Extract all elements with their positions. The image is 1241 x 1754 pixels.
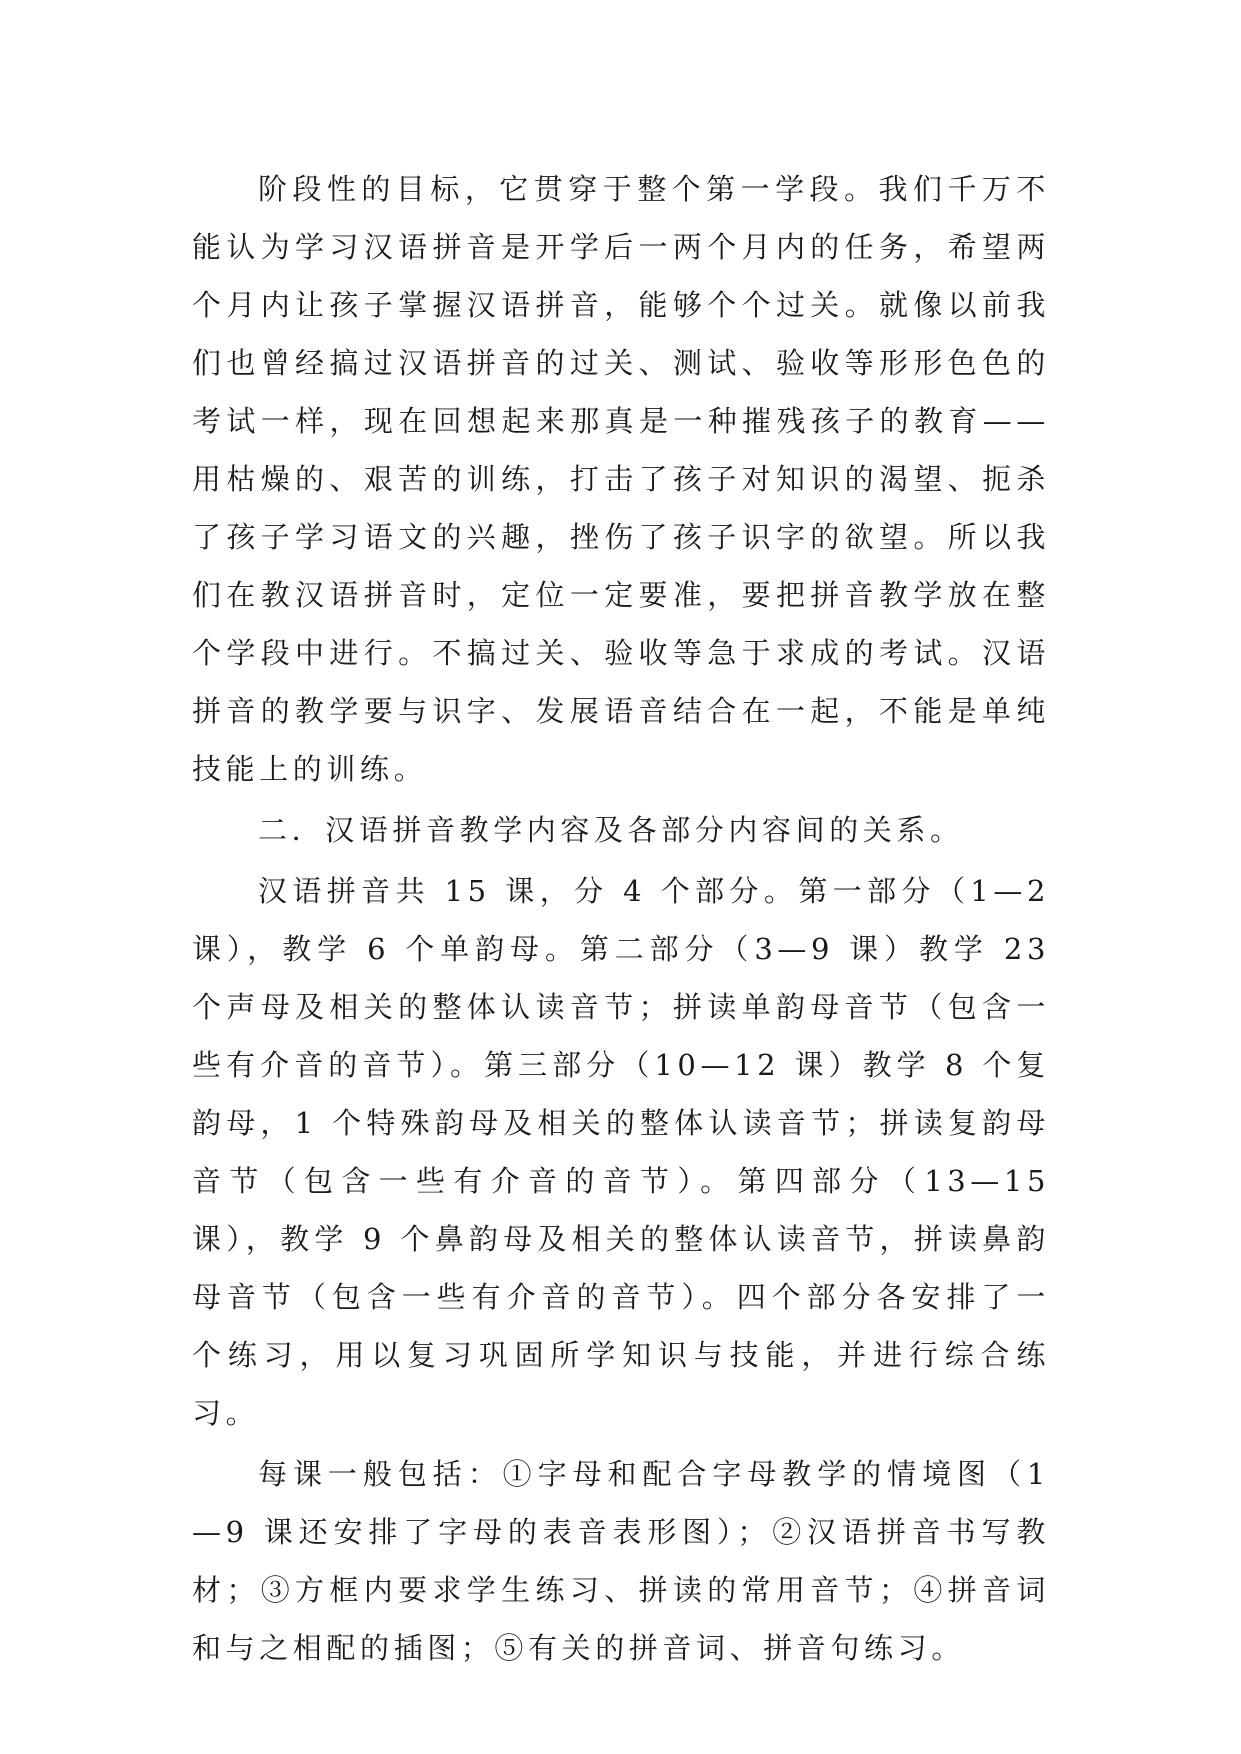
paragraph-lesson-parts: 汉语拼音共 15 课，分 4 个部分。第一部分（1—2 课），教学 6 个单韵母。第二部分（3—9 课）教学 23 个声母及相关的整体认读音节；拼读单韵母音节（包含一些有介音的音节）。第三部分（10—12 课）教学 8 个复韵母，1 个特殊韵母及相关的整体认读音节；拼读复韵母音节（包含一些有介音的音节）。第四部分（13—15 课），教学 9 个鼻韵母及相关的整体认读音节，拼读鼻韵母音节（包含一些有介音的音节）。四个部分各安排了一个练习，用以复习巩固所学知识与技能，并进行综合练习。 — [192, 874, 1050, 1430]
paragraph-goal-stage: 阶段性的目标，它贯穿于整个第一学段。我们千万不能认为学习汉语拼音是开学后一两个月内的任务，希望两个月内让孩子掌握汉语拼音，能够个个过关。就像以前我们也曾经搞过汉语拼音的过关、测试、验收等形形色色的考试一样，现在回想起来那真是一种摧残孩子的教育——用枯燥的、艰苦的训练，打击了孩子对知识的渴望、扼杀了孩子学习语文的兴趣，挫伤了孩子识字的欲望。所以我们在教汉语拼音时，定位一定要准，要把拼音教学放在整个学段中进行。不搞过关、验收等急于求成的考试。汉语拼音的教学要与识字、发展语音结合在一起，不能是单纯技能上的训练。 — [192, 172, 1050, 786]
section-heading-content-relations: 二．汉语拼音教学内容及各部分内容间的关系。 — [258, 813, 964, 847]
paragraph-lesson-contents: 每课一般包括：①字母和配合字母教学的情境图（1—9 课还安排了字母的表音表形图）；②汉语拼音书写教材；③方框内要求学生练习、拼读的常用音节；④拼音词和与之相配的插图；⑤有关的拼音词、拼音句练习。 — [192, 1457, 1050, 1665]
document-body — [192, 160, 1050, 1680]
